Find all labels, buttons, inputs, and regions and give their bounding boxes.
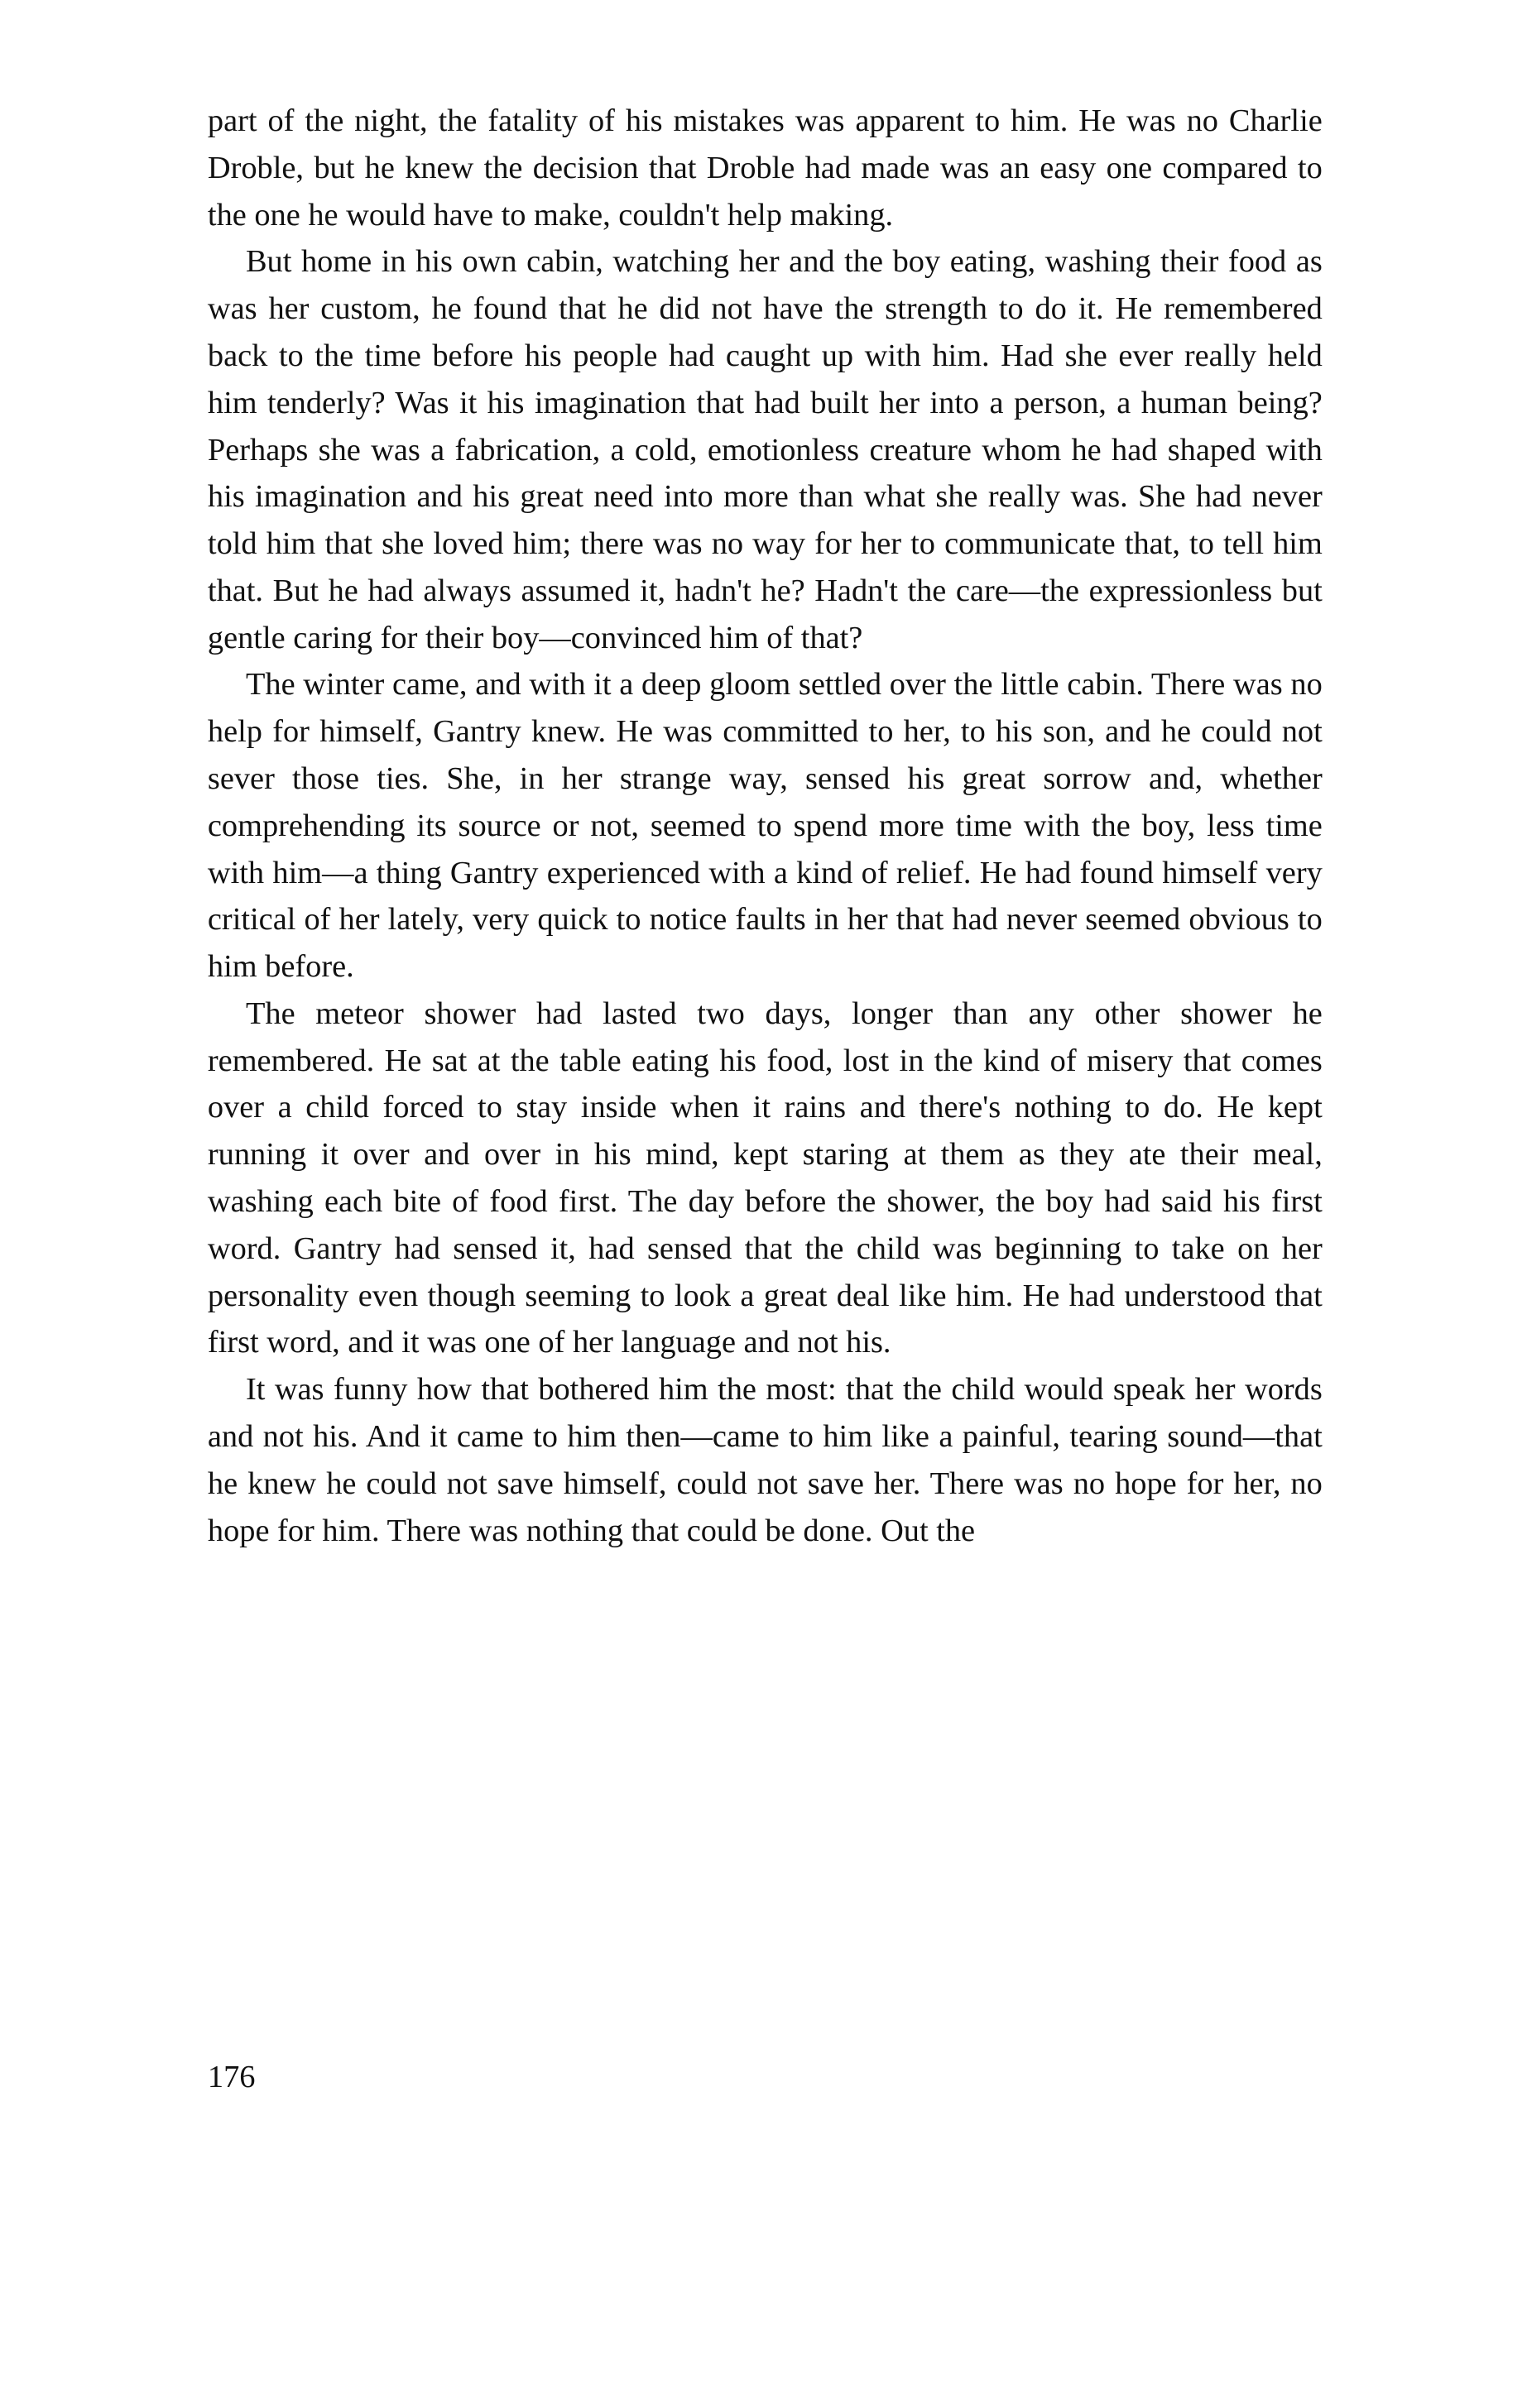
paragraph-1: part of the night, the fatality of his mistakes was apparent to him. He was no Charlie Droble, but he knew the decision that Droble had made was an easy one compared to the one he would have to make, couldn't help making. [207, 103, 1323, 233]
body-text [208, 98, 1323, 1554]
paragraph-3: The winter came, and with it a deep gloom settled over the little cabin. There was no help for himself, Gantry knew. He was committed to her, to his son, and he could not sever those ties. She, in her strange way, sensed his great sorrow and, whether comprehending its source or not, seemed to spend more time with the boy, less time with him—a thing Gantry experienced with a kind of relief. He had found himself very critical of her lately, very quick to notice faults in her that had never seemed obvious to him before. [207, 667, 1323, 985]
paragraph-5: It was funny how that bothered him the most: that the child would speak her words and not his. And it came to him then—came to him like a painful, tearing sound—that he knew he could not save himself, could not save her. There was no hope for her, no hope for him. There was nothing that could be done. Out the [207, 1372, 1323, 1548]
paragraph-4: The meteor shower had lasted two days, longer than any other shower he remembered. He sat at the table eating his food, lost in the kind of misery that comes over a child forced to stay inside when it rains and there's nothing to do. He kept running it over and over in his mind, kept staring at them as they ate their meal, washing each bite of food first. The day before the shower, the boy had said his first word. Gantry had sensed it, had sensed that the child was beginning to take on her personality even though seeming to look a great deal like him. He had understood that first word, and it was one of her language and not his. [207, 995, 1323, 1360]
page-number: 176 [207, 2060, 256, 2095]
paragraph-2: But home in his own cabin, watching her and the boy eating, washing their food as was her custom, he found that he did not have the strength to do it. He remembered back to the time before his people had caught up with him. Had she ever really held him tenderly? Was it his imagination that had built her into a person, a human being? Perhaps she was a fabrication, a cold, emotionless creature whom he had shaped with his imagination and his great need into more than what she really was. She had never told him that she loved him; there was no way for her to communicate that, to tell him that. But he had always assumed it, hadn't he? Hadn't the care—the expressionless but gentle caring for their boy—convinced him of that? [207, 244, 1323, 655]
